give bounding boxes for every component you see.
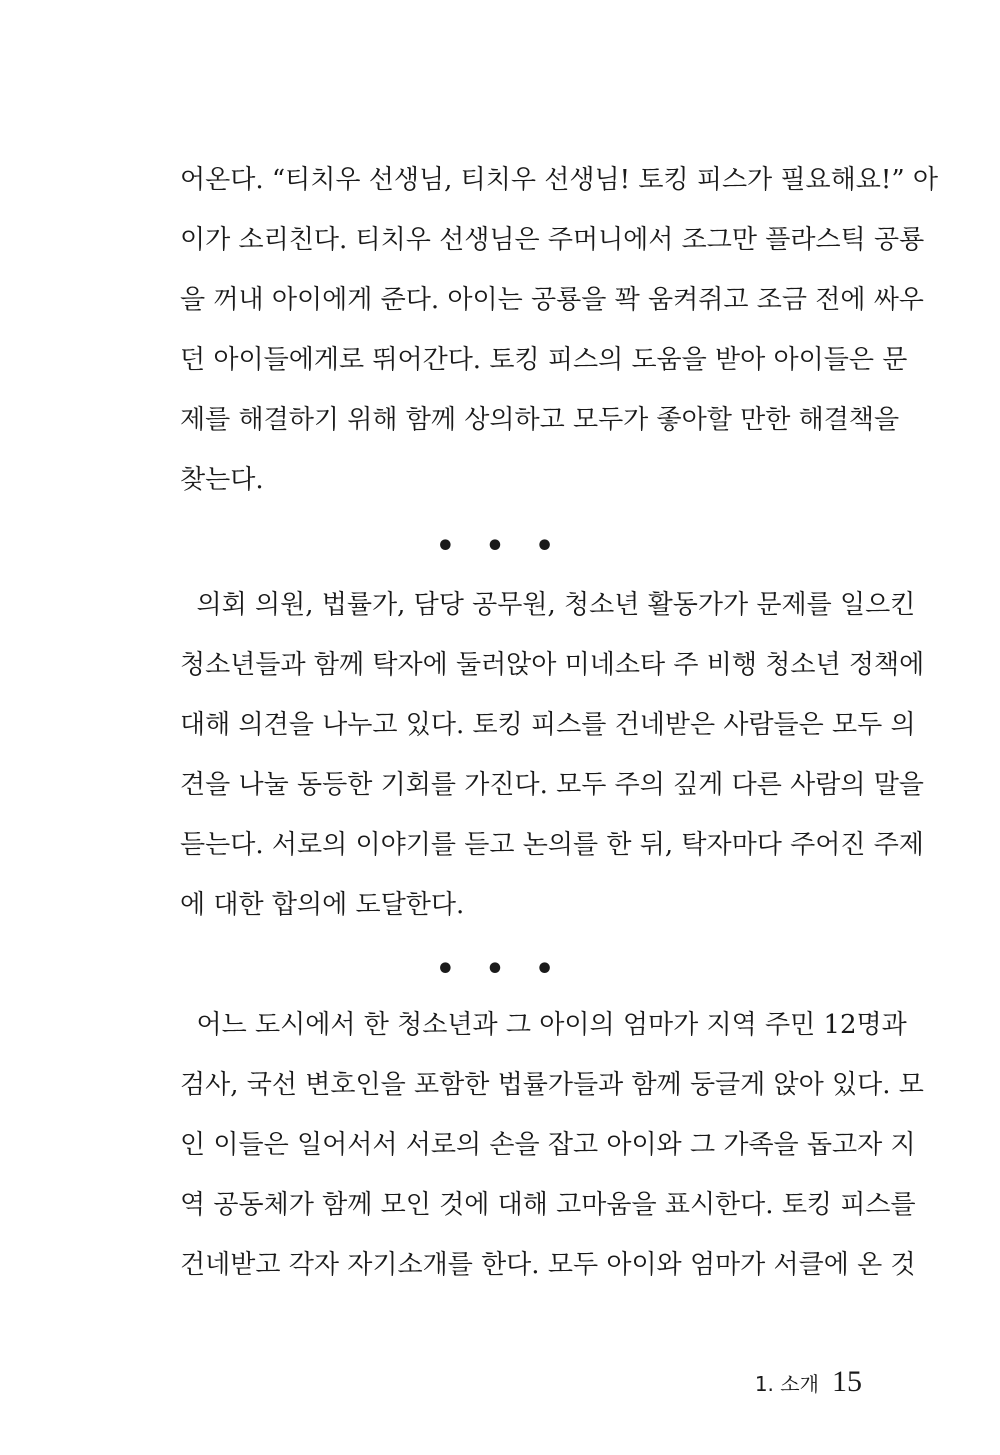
chapter-label: 1. 소개 <box>754 1372 819 1396</box>
text-line: 대해 의견을 나누고 있다. 토킹 피스를 건네받은 사람들은 모두 의 <box>180 710 916 740</box>
text-line: 검사, 국선 변호인을 포함한 법률가들과 함께 둥글게 앉아 있다. 모 <box>180 1070 924 1100</box>
text-line: 이가 소리친다. 티치우 선생님은 주머니에서 조그만 플라스틱 공룡 <box>180 225 925 255</box>
text-line: 의회 의원, 법률가, 담당 공무원, 청소년 활동가가 문제를 일으킨 <box>180 590 916 620</box>
paragraph-teacher-story <box>180 150 939 510</box>
text-line: 어느 도시에서 한 청소년과 그 아이의 엄마가 지역 주민 12명과 <box>180 1010 907 1040</box>
text-line: 역 공동체가 함께 모인 것에 대해 고마움을 표시한다. 토킹 피스를 <box>180 1190 916 1220</box>
paragraph-policy-discussion <box>180 575 925 935</box>
text-line: 을 꺼내 아이에게 준다. 아이는 공룡을 꽉 움켜쥐고 조금 전에 싸우 <box>180 285 924 315</box>
page-footer <box>755 1362 862 1402</box>
text-line: 던 아이들에게로 뛰어간다. 토킹 피스의 도움을 받아 아이들은 문 <box>180 345 908 375</box>
text-line: 찾는다. <box>180 465 264 495</box>
section-separator: • • • <box>435 529 565 564</box>
text-line: 제를 해결하기 위해 함께 상의하고 모두가 좋아할 만한 해결책을 <box>180 405 900 435</box>
section-separator: • • • <box>435 952 565 987</box>
text-line: 견을 나눌 동등한 기회를 가진다. 모두 주의 깊게 다른 사람의 말을 <box>180 770 924 800</box>
text-line: 어온다. “티치우 선생님, 티치우 선생님! 토킹 피스가 필요해요!” 아 <box>180 165 939 195</box>
text-line: 듣는다. 서로의 이야기를 듣고 논의를 한 뒤, 탁자마다 주어진 주제 <box>180 830 924 860</box>
text-line: 청소년들과 함께 탁자에 둘러앉아 미네소타 주 비행 청소년 정책에 <box>180 650 925 680</box>
text-line: 인 이들은 일어서서 서로의 손을 잡고 아이와 그 가족을 돕고자 지 <box>180 1130 916 1160</box>
paragraph-community-circle <box>180 995 924 1295</box>
text-line: 건네받고 각자 자기소개를 한다. 모두 아이와 엄마가 서클에 온 것 <box>180 1250 916 1280</box>
page-number: 15 <box>832 1365 862 1398</box>
text-line: 에 대한 합의에 도달한다. <box>180 890 465 920</box>
